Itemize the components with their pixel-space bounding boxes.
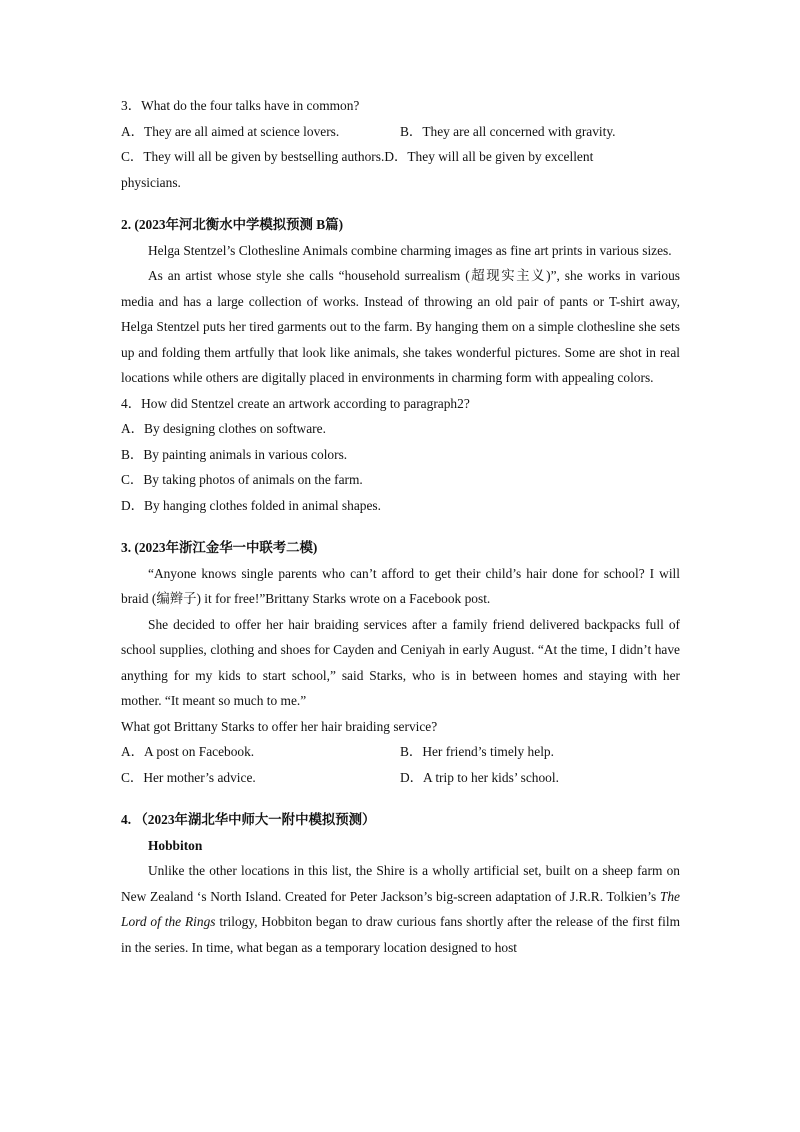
section-3-question: What got Brittany Starks to offer her hair braiding service?	[121, 718, 438, 734]
section-3-option-d: D．A trip to her kids’ school.	[400, 769, 559, 785]
section-4-heading: 4. （2023年湖北华中师大一附中模拟预测）	[121, 812, 376, 827]
section-3-paragraph-2: She decided to offer her hair braiding services after a family friend delivered backpacks full of school supplies, clothing and shoes for Cayden and Ceniyah in early August. “At the time, I didn’t have anything for my kids to start school,” said Starks, who is in between homes and staying with her mother. “It meant so much to me.”	[121, 616, 680, 708]
spacer	[121, 518, 680, 535]
question-4-option-a: A．By designing clothes on software.	[121, 421, 326, 436]
option-d: D．They will all be given by excellent	[384, 149, 594, 164]
section-4-paragraph-end: trilogy, Hobbiton began to draw curious fans shortly after the release of the first film in the series. In time, what began as a temporary location designed to host	[121, 914, 680, 955]
question-4: 4．How did Stentzel create an artwork according to paragraph2?	[121, 395, 470, 411]
option-d-continued: physicians.	[121, 174, 181, 190]
option-b: B．They are all concerned with gravity.	[400, 123, 616, 139]
section-4-subtitle: Hobbiton	[148, 837, 203, 853]
section-2-heading: 2. (2023年河北衡水中学模拟预测 B篇)	[121, 217, 344, 232]
section-4-paragraph-start: Unlike the other locations in this list, the Shire is a wholly artificial set, built on a sheep farm on New Zealand ‘s North Island. Created for Peter Jackson’s big-screen adaptation of J.R.R. Tolkien’s	[121, 863, 680, 904]
section-3-option-c: C．Her mother’s advice.	[121, 769, 256, 785]
spacer	[121, 790, 680, 807]
options-row-ab	[121, 119, 680, 145]
section-3-heading: 3. (2023年浙江金华一中联考二模)	[121, 540, 318, 555]
section-3-option-a: A．A post on Facebook.	[121, 744, 255, 759]
question-4-option-c: C．By taking photos of animals on the farm.	[121, 472, 363, 487]
question-4-option-b: B．By painting animals in various colors.	[121, 446, 348, 462]
section-3-options-row-cd	[121, 765, 680, 791]
section-3-options-row-ab	[121, 739, 680, 765]
book-title: The Lord of the Rings	[121, 888, 680, 929]
question-3: 3．What do the four talks have in common?	[121, 98, 360, 113]
section-2-paragraph-1: Helga Stentzel’s Clothesline Animals combine charming images as fine art prints in various sizes.	[148, 242, 672, 258]
option-a: A．They are all aimed at science lovers.	[121, 123, 340, 139]
section-3-paragraph-1: “Anyone knows single parents who can’t afford to get their child’s hair done for school? I will braid (编辫子) it for free!”Brittany Starks wrote on a Facebook post.	[121, 565, 680, 606]
section-3-option-b: B．Her friend’s timely help.	[400, 744, 554, 759]
section-4-paragraph	[121, 858, 680, 960]
section-2-paragraph-2: As an artist whose style she calls “household surrealism (超现实主义)”, she works in various media and has a large collection of works. Instead of throwing an old pair of pants or T-shirt away, Helga Stentzel puts her tired garments out to the farm. By hanging them on a simple clothesline she sets up and folding them artfully that look like animals, she takes wonderful pictures. Some are shot in real locations while others are digitally placed in environments in charming form with appealing colors.	[121, 268, 680, 385]
option-c: C．They will all be given by bestselling authors.	[121, 149, 385, 164]
spacer	[121, 195, 680, 212]
document-page	[121, 93, 680, 960]
question-4-option-d: D．By hanging clothes folded in animal shapes.	[121, 497, 381, 513]
options-row-cd	[121, 144, 680, 170]
